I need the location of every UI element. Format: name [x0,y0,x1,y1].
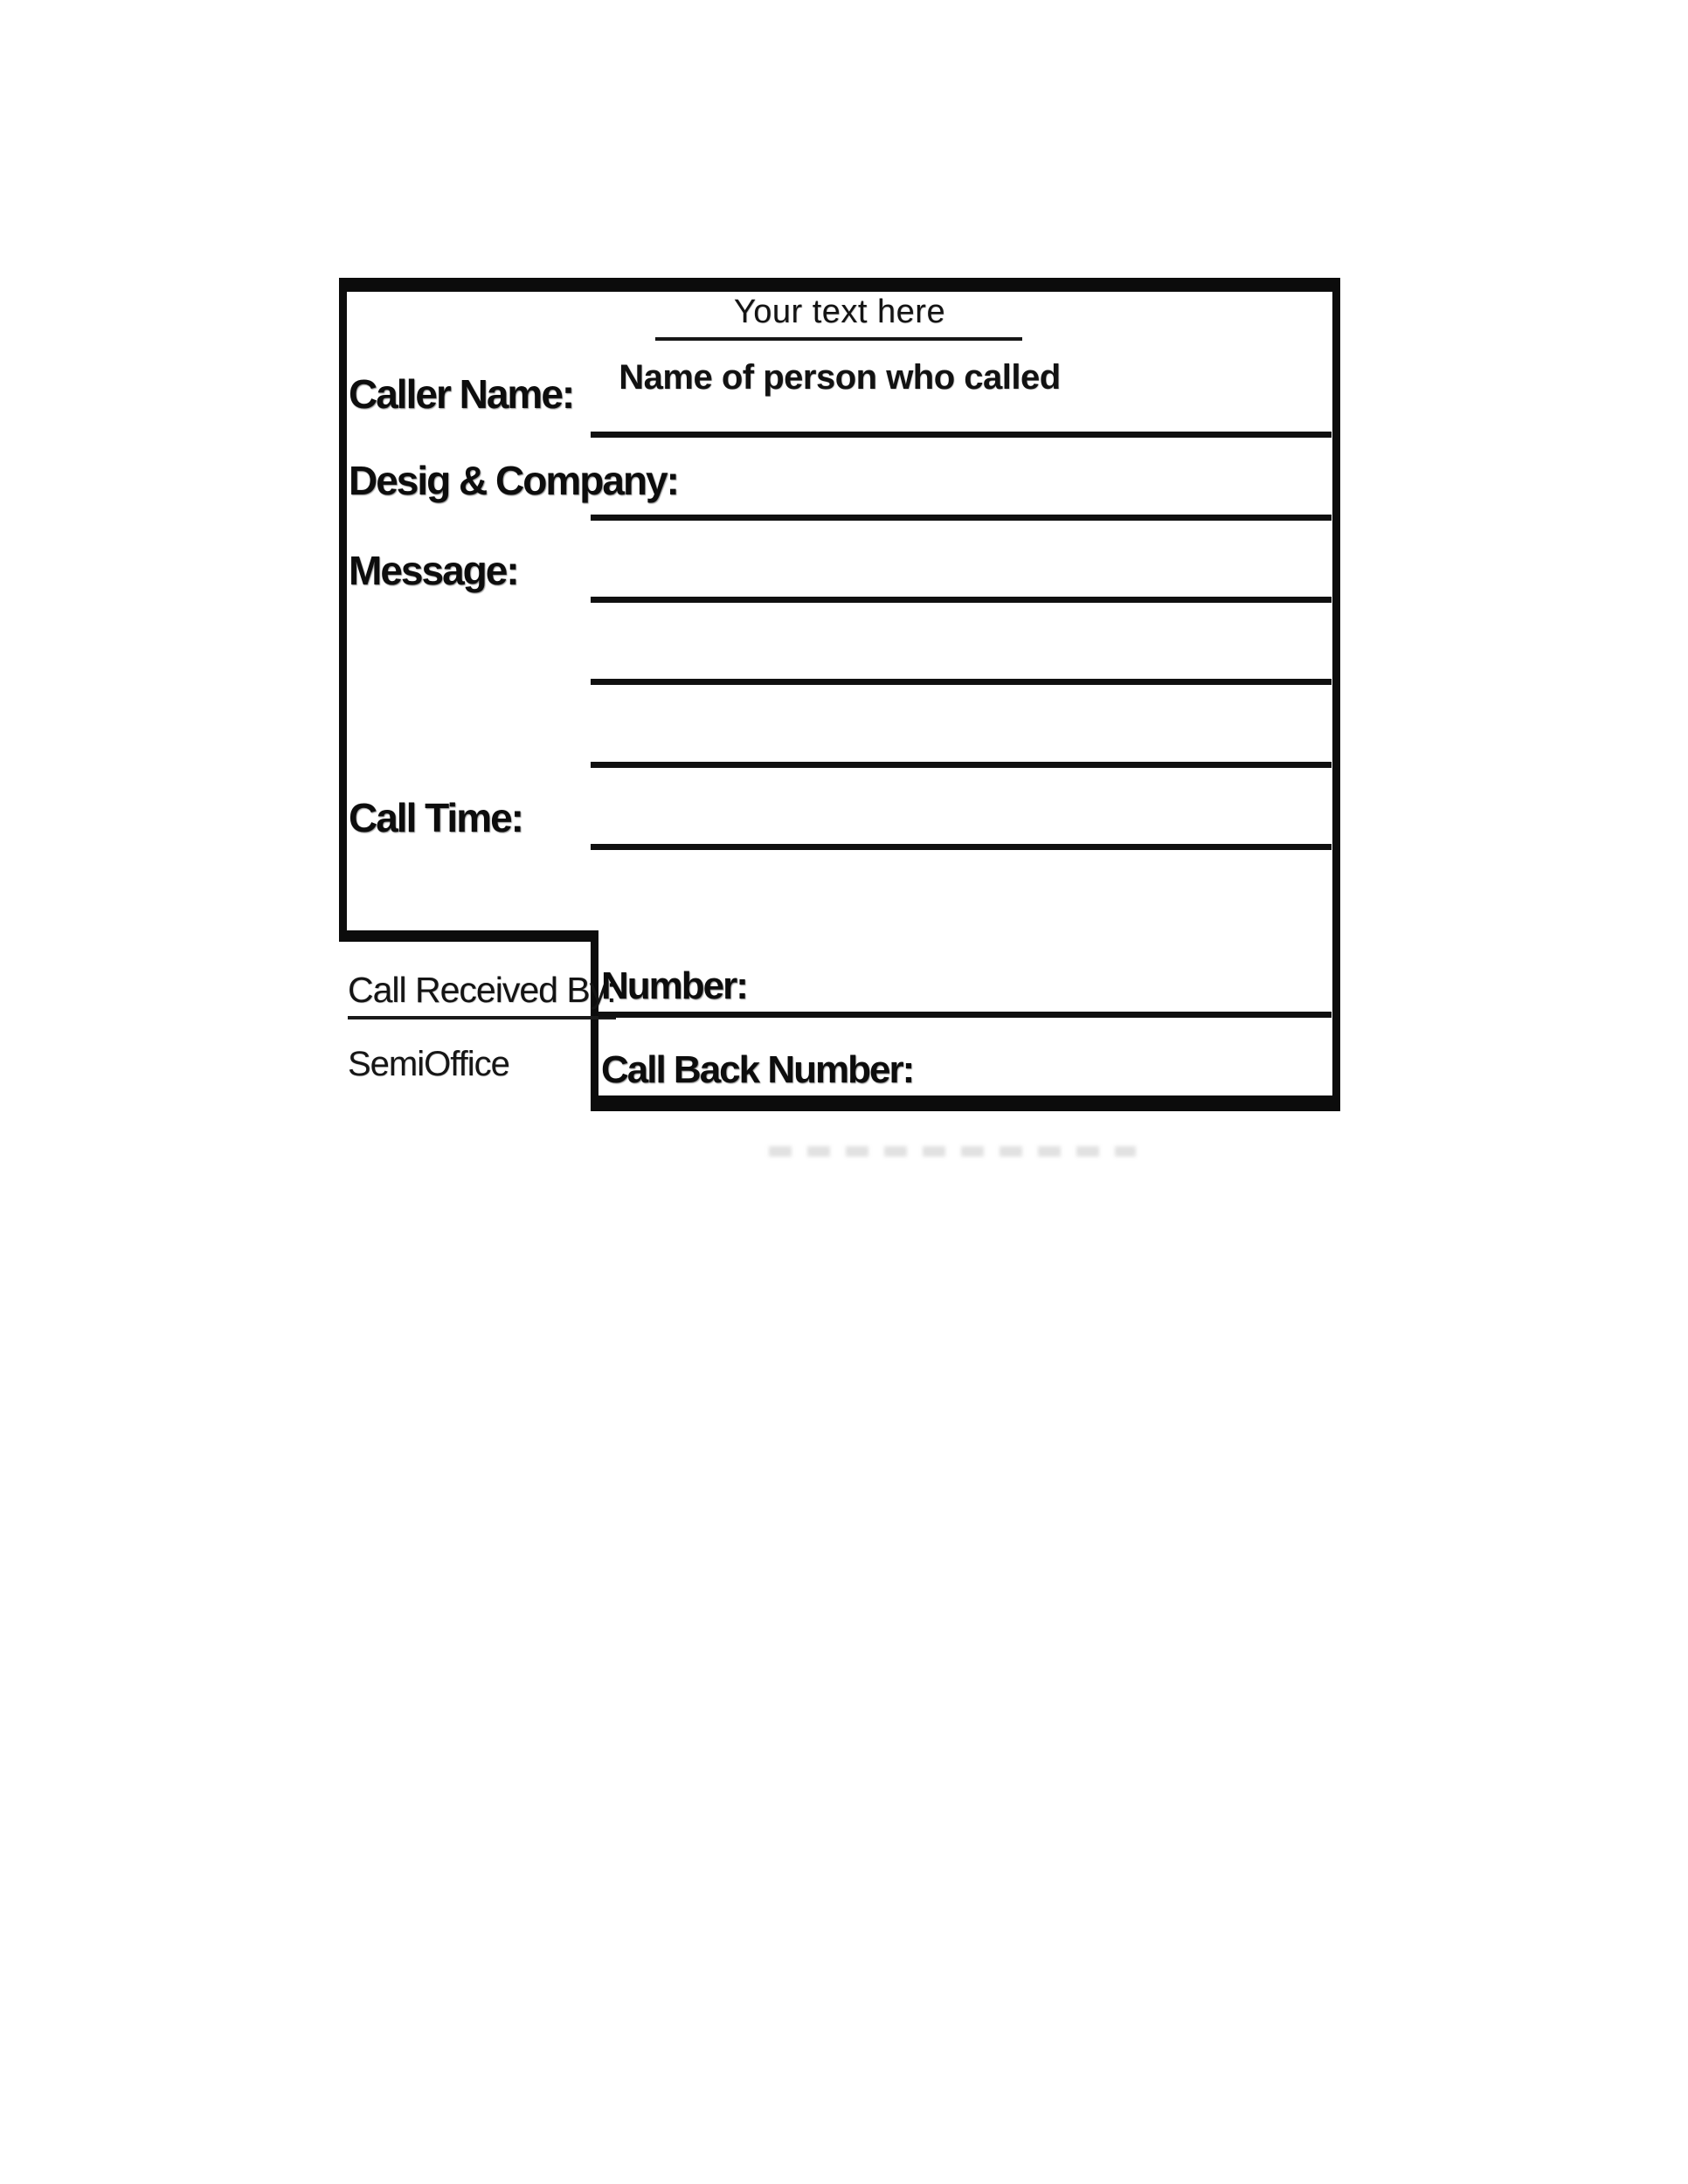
header-caption: Name of person who called [619,358,1061,397]
call-received-box [339,930,616,1111]
number-label: Number: [601,964,747,1007]
message-line-2 [591,679,1332,685]
form-content [347,292,1332,1095]
caller-name-line [591,432,1332,438]
call-back-number-label: Call Back Number: [601,1048,914,1091]
desig-company-line [591,515,1332,521]
call-time-label: Call Time: [349,795,522,840]
phone-message-form [339,278,1340,1111]
call-time-line [591,844,1332,850]
call-received-by-label: Call Received By: [348,970,616,1019]
header-filled-text: Your text here [733,294,946,330]
caller-name-label: Caller Name: [349,371,574,417]
header-underline [655,337,1022,341]
message-line-1 [591,597,1332,603]
desig-company-label: Desig & Company: [349,458,678,503]
message-label: Message: [349,548,518,593]
scan-ghost-artifact [769,1146,1136,1157]
brand-text: SemiOffice [348,1045,509,1083]
number-line [598,1012,1332,1018]
message-line-3 [591,762,1332,768]
